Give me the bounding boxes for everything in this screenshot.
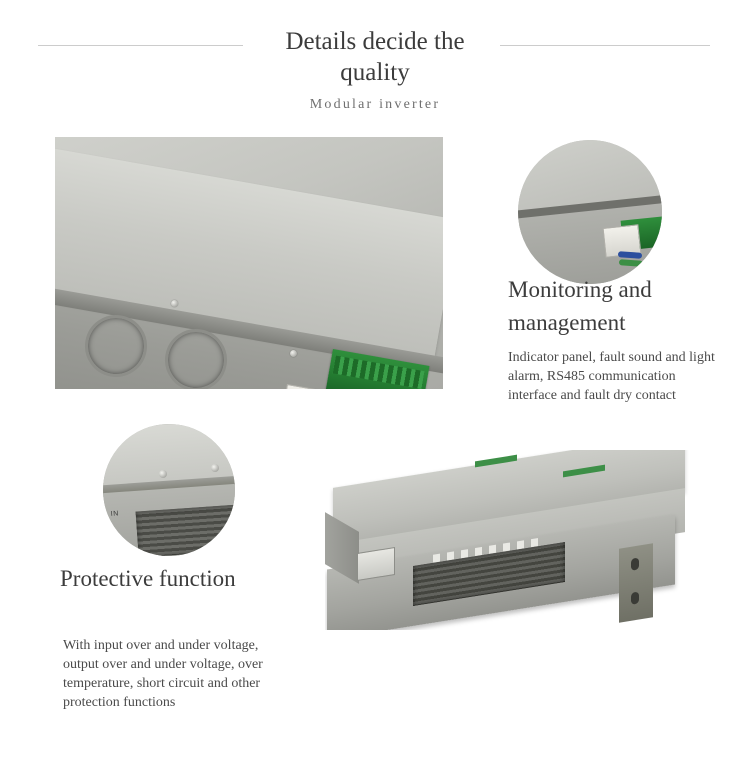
bottom-product-photo [325, 450, 717, 630]
screw-icon [159, 470, 167, 478]
protective-circle-photo [103, 424, 235, 556]
header-rule-left [38, 45, 243, 46]
monitoring-body: Indicator panel, fault sound and light alarm, RS485 communication interface and fault dry contact [508, 350, 715, 403]
page-header [0, 26, 750, 122]
page-subtitle: Modular inverter [309, 97, 441, 112]
screw-icon [211, 464, 219, 472]
ventilation-grille [136, 504, 235, 556]
protective-title: Protective function [60, 566, 236, 591]
header-rule-right [500, 45, 710, 46]
screw-icon [171, 300, 178, 307]
rack-mount-ear [619, 543, 653, 622]
monitoring-title: Monitoring and management [508, 277, 652, 335]
monitoring-circle-photo [518, 140, 662, 284]
screw-icon [290, 350, 297, 357]
mount-hole [631, 558, 639, 571]
photo-content [325, 450, 717, 630]
page-title: Details decide the quality [285, 28, 465, 86]
main-product-photo [55, 137, 443, 389]
vent-in-label: IN [110, 510, 120, 518]
protective-body: With input over and under voltage, output over and under voltage, over temperature, short circuit and other protection functions [63, 638, 263, 710]
mount-hole [631, 592, 639, 605]
